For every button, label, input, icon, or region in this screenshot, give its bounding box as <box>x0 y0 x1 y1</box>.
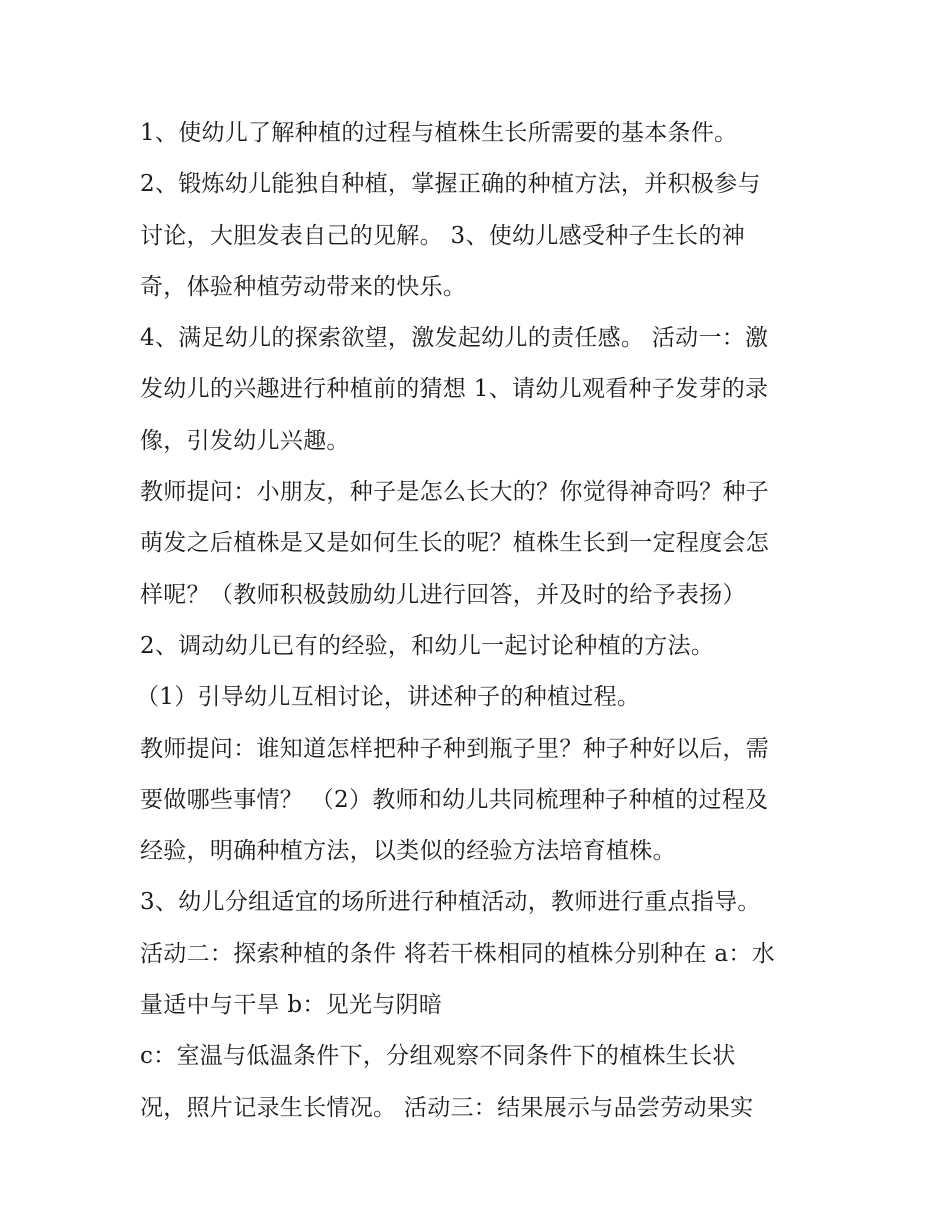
text-line: 要做哪些事情？ （2）教师和幼儿共同梳理种子种植的过程及 <box>140 786 769 813</box>
text-line: 教师提问：小朋友，种子是怎么长大的？你觉得神奇吗？种子 <box>140 479 770 506</box>
text-line: 奇，体验种植劳动带来的快乐。 <box>140 273 467 300</box>
text-line: 讨论，大胆发表自己的见解。 3、使幼儿感受种子生长的神 <box>140 222 746 249</box>
text-line: （1）引导幼儿互相讨论，讲述种子的种植过程。 <box>136 684 641 711</box>
text-line: 4、满足幼儿的探索欲望，激发起幼儿的责任感。 活动一：激 <box>140 325 769 352</box>
text-line: 况，照片记录生长情况。 活动三：结果展示与品尝劳动果实 <box>140 1094 754 1121</box>
text-line: 2、调动幼儿已有的经验，和幼儿一起讨论种植的方法。 <box>140 632 715 659</box>
text-line: 经验，明确种植方法，以类似的经验方法培育植株。 <box>140 838 676 865</box>
text-line: 活动二：探索种植的条件 将若干株相同的植株分别种在 a：水 <box>140 940 776 967</box>
text-line: 教师提问：谁知道怎样把种子种到瓶子里？种子种好以后，需 <box>140 735 770 762</box>
body-text <box>136 108 820 1134</box>
text-line: 2、锻炼幼儿能独自种植，掌握正确的种植方法，并积极参与 <box>140 171 761 198</box>
text-line: c：室温与低温条件下，分组观察不同条件下的植株生长状 <box>140 1043 736 1070</box>
text-line: 像，引发幼儿兴趣。 <box>140 427 350 454</box>
text-line: 样呢？（教师积极鼓励幼儿进行回答，并及时的给予表扬） <box>140 581 746 608</box>
text-line: 萌发之后植株是又是如何生长的呢？植株生长到一定程度会怎 <box>140 530 770 557</box>
text-line: 1、使幼儿了解种植的过程与植株生长所需要的基本条件。 <box>140 120 738 146</box>
text-line: 3、幼儿分组适宜的场所进行种植活动，教师进行重点指导。 <box>140 889 761 916</box>
text-line: 量适中与干旱 b：见光与阴暗 <box>140 992 443 1019</box>
text-line: 发幼儿的兴趣进行种植前的猜想 1、请幼儿观看种子发芽的录 <box>140 376 769 403</box>
